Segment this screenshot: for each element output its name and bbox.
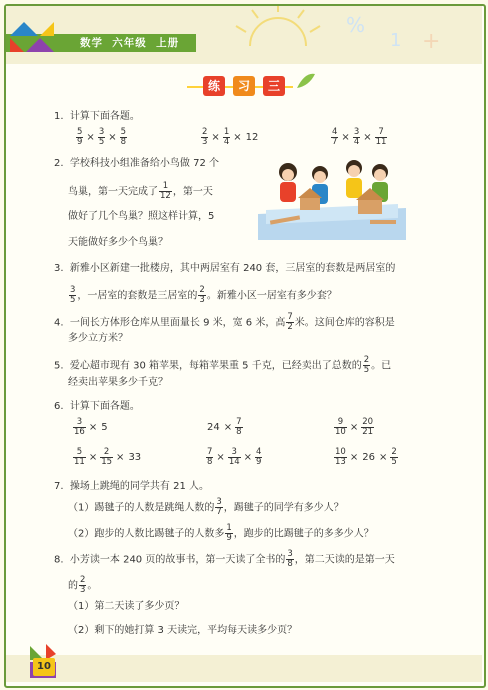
title-char-3: 三 xyxy=(263,76,285,96)
q6-expression-4: $\frac{5}{11}$ × $\frac{2}{15}$ × 33 xyxy=(74,447,142,467)
q1-expression-2: $\frac{2}{3}$ × $\frac{1}{4}$ × 12 xyxy=(202,127,259,147)
title-char-1: 练 xyxy=(203,76,225,96)
question-5-line-2: 经卖出苹果多少千克？ xyxy=(68,377,168,388)
question-8-part-2: （2）剩下的她打算 3 天读完，平均每天读多少页？ xyxy=(68,625,298,636)
question-8-line-1: 8. 小芳读一本 240 页的故事书，第一天读了全书的 $\frac{3}{8}$ ，第二天读的是第一天 xyxy=(54,549,395,569)
question-2-line-2: 鸟巢，第一天完成了 $\frac{1}{12}$ ，第一天 xyxy=(68,181,213,201)
question-2-line-3: 做好了几个鸟巢？照这样计算，5 xyxy=(68,211,215,222)
question-6: 6. 计算下面各题。 xyxy=(54,401,140,412)
svg-text:+: + xyxy=(422,29,441,54)
question-3-line-1: 3. 新雅小区新建一批楼房，其中两居室有 240 套，三居室的套数是两居室的 xyxy=(54,263,396,274)
sun-decoration-icon xyxy=(210,6,480,62)
question-1 xyxy=(54,110,140,124)
q1-expression-1: $\frac{5}{9}$ × $\frac{3}{5}$ × $\frac{5}{8}$ xyxy=(77,127,127,147)
q-text: 计算下面各题。 xyxy=(69,111,140,122)
footer-band xyxy=(6,655,482,682)
q6-expression-6: $\frac{10}{13}$ × 26 × $\frac{2}{5}$ xyxy=(335,447,397,467)
question-5-line-1: 5. 爱心超市现有 30 箱苹果，每箱苹果重 5 千克，已经卖出了总数的 $\frac{2}{5}$ 。已 xyxy=(54,355,392,375)
svg-text:%: % xyxy=(346,13,366,37)
question-7: 7. 操场上跳绳的同学共有 21 人。 xyxy=(54,481,209,492)
q6-expression-3: $\frac{9}{10}$ × $\frac{20}{21}$ xyxy=(335,417,374,437)
svg-text:1: 1 xyxy=(390,30,402,51)
question-7-part-2: （2）跑步的人数比踢毽子的人数多 $\frac{1}{9}$ ，跑步的比踢毽子的多多少人？ xyxy=(68,523,374,543)
children-building-birdhouse-icon xyxy=(258,158,406,240)
question-2-line-1: 2. 学校科技小组准备给小鸟做 72 个 xyxy=(54,158,219,169)
q6-expression-1: $\frac{3}{16}$ × 5 xyxy=(74,417,108,437)
tangram-logo-icon xyxy=(10,22,74,56)
q1-expression-3: $\frac{4}{7}$ × $\frac{3}{4}$ × $\frac{7}{11}$ xyxy=(332,127,387,147)
title-char-2: 习 xyxy=(233,76,255,96)
question-8-line-2: 的 $\frac{2}{3}$ 。 xyxy=(68,575,98,595)
q6-expression-5: $\frac{7}{8}$ × $\frac{3}{14}$ × $\frac{4}{9}$ xyxy=(207,447,262,467)
question-4-line-1: 4. 一间长方体形仓库从里面量长 9 米，宽 6 米，高 $\frac{7}{2}$ 米。这间仓库的容积是 xyxy=(54,312,395,332)
question-8-part-1: （1）第二天读了多少页？ xyxy=(68,601,185,612)
question-4-line-2: 多少立方米？ xyxy=(68,333,128,344)
question-7-part-1: （1）踢毽子的人数是跳绳人数的 $\frac{3}{7}$ ，踢毽子的同学有多少人？ xyxy=(68,497,344,517)
question-2-line-4: 天能做好多少个鸟巢？ xyxy=(68,237,168,248)
leaf-icon xyxy=(295,72,317,92)
book-title: 数学 六年级 上册 xyxy=(80,37,180,49)
page-number: 10 xyxy=(33,658,55,676)
q6-expression-2: 24 × $\frac{7}{8}$ xyxy=(207,417,242,437)
question-3-line-2: $\frac{3}{5}$ ，一居室的套数是三居室的 $\frac{2}{3}$ 。新雅小区一居室有多少套？ xyxy=(70,285,337,305)
q-number: 1. xyxy=(54,111,64,122)
